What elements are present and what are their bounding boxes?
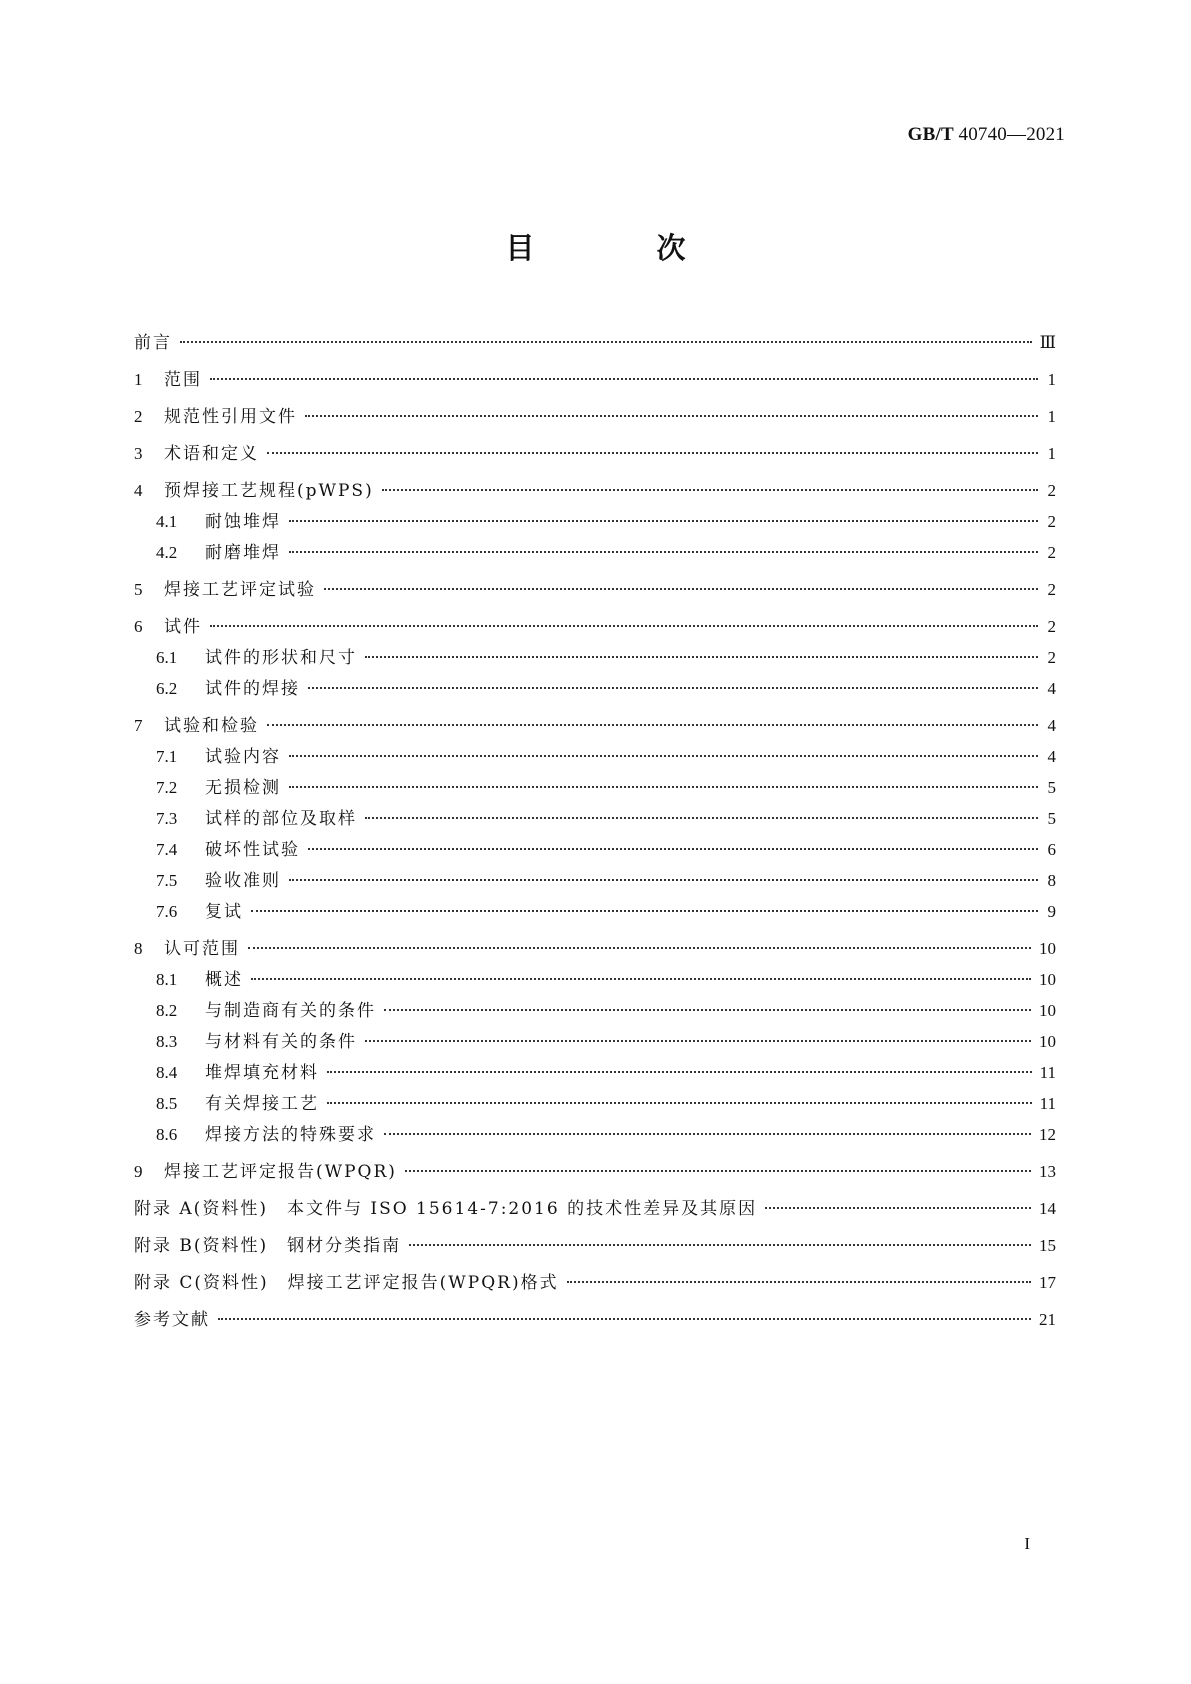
- toc-entry-label: 破坏性试验: [205, 840, 300, 860]
- toc-entry-page: 11: [1039, 1094, 1056, 1113]
- toc-dot-leader: [365, 656, 1038, 658]
- toc-dot-leader: [308, 687, 1038, 689]
- toc-dot-leader: [180, 341, 1032, 343]
- toc-entry-number: 8.5: [156, 1094, 178, 1113]
- standard-code: 40740—2021: [958, 124, 1065, 145]
- toc-entry-page: 10: [1039, 1001, 1056, 1020]
- toc-entry-label: 范围: [164, 370, 202, 390]
- toc-entry-page: 15: [1039, 1236, 1056, 1255]
- toc-entry-label: 耐蚀堆焊: [205, 512, 281, 532]
- toc-entry[interactable]: [134, 537, 1056, 568]
- toc-entry-number: 7.4: [156, 840, 178, 859]
- toc-entry-number: 7.3: [156, 809, 178, 828]
- toc-entry-number: 4.1: [156, 512, 178, 531]
- toc-entry-label: 前言: [134, 333, 172, 353]
- toc-dot-leader: [405, 1170, 1031, 1172]
- toc-entry-number: 6.1: [156, 648, 178, 667]
- toc-entry-label: 焊接工艺评定试验: [164, 580, 316, 600]
- toc-entry-page: 13: [1039, 1162, 1056, 1181]
- toc-entry-label: 认可范围: [164, 939, 240, 959]
- toc-entry-label: 试件的焊接: [205, 679, 300, 699]
- toc-entry-number: 8.3: [156, 1032, 178, 1051]
- toc-entry-label: 附录 A(资料性) 本文件与 ISO 15614-7:2016 的技术性差异及其原因: [134, 1199, 758, 1219]
- toc-entry-label: 与制造商有关的条件: [205, 1001, 376, 1021]
- toc-entry[interactable]: [134, 475, 1056, 506]
- toc-entry-number: 7.5: [156, 871, 178, 890]
- toc-entry-number: 8.2: [156, 1001, 178, 1020]
- toc-dot-leader: [267, 724, 1038, 726]
- toc-dot-leader: [267, 452, 1038, 454]
- toc-dot-leader: [765, 1207, 1031, 1209]
- toc-dot-leader: [218, 1318, 1031, 1320]
- toc-entry-label: 焊接工艺评定报告(WPQR): [164, 1162, 397, 1182]
- toc-dot-leader: [567, 1281, 1031, 1283]
- toc-entry-number: 8.1: [156, 970, 178, 989]
- table-of-contents: [134, 327, 1056, 1335]
- toc-entry-label: 预焊接工艺规程(pWPS): [164, 481, 374, 501]
- toc-entry-label: 无损检测: [205, 778, 281, 798]
- toc-entry[interactable]: [134, 1026, 1056, 1057]
- toc-entry-number: 2: [134, 407, 143, 426]
- toc-dot-leader: [384, 1009, 1031, 1011]
- toc-entry-page: 17: [1039, 1273, 1056, 1292]
- toc-entry-label: 试样的部位及取样: [205, 809, 357, 829]
- toc-entry[interactable]: [134, 364, 1056, 395]
- toc-entry[interactable]: [134, 933, 1056, 964]
- toc-entry-number: 6.2: [156, 679, 178, 698]
- toc-entry[interactable]: [134, 1156, 1056, 1187]
- toc-entry[interactable]: [134, 506, 1056, 537]
- toc-dot-leader: [289, 879, 1038, 881]
- toc-entry-page: 2: [1047, 481, 1056, 500]
- toc-dot-leader: [327, 1071, 1032, 1073]
- toc-dot-leader: [251, 978, 1031, 980]
- toc-entry-number: 7.6: [156, 902, 178, 921]
- toc-entry-number: 8.4: [156, 1063, 178, 1082]
- toc-entry[interactable]: [134, 1088, 1056, 1119]
- toc-dot-leader: [365, 1040, 1031, 1042]
- toc-entry-page: 11: [1039, 1063, 1056, 1082]
- toc-entry-number: 4.2: [156, 543, 178, 562]
- standard-number: [908, 124, 1065, 146]
- toc-entry[interactable]: [134, 772, 1056, 803]
- toc-dot-leader: [210, 378, 1038, 380]
- toc-entry-page: 1: [1047, 370, 1056, 389]
- toc-entry-label: 试验内容: [205, 747, 281, 767]
- toc-entry-number: 4: [134, 481, 143, 500]
- toc-entry-label: 概述: [205, 970, 243, 990]
- toc-entry[interactable]: [134, 327, 1056, 358]
- toc-entry-label: 附录 C(资料性) 焊接工艺评定报告(WPQR)格式: [134, 1273, 559, 1293]
- toc-entry[interactable]: [134, 1267, 1056, 1298]
- toc-entry[interactable]: [134, 803, 1056, 834]
- toc-entry-number: 7: [134, 716, 143, 735]
- toc-entry-label: 附录 B(资料性) 钢材分类指南: [134, 1236, 402, 1256]
- toc-dot-leader: [210, 625, 1038, 627]
- toc-entry-number: 6: [134, 617, 143, 636]
- toc-entry-label: 试件: [164, 617, 202, 637]
- toc-entry-number: 9: [134, 1162, 143, 1181]
- toc-entry-page: 4: [1047, 716, 1056, 735]
- toc-dot-leader: [289, 755, 1038, 757]
- toc-dot-leader: [382, 489, 1038, 491]
- toc-entry[interactable]: [134, 896, 1056, 927]
- toc-entry-page: 12: [1039, 1125, 1056, 1144]
- toc-entry[interactable]: [134, 611, 1056, 642]
- toc-dot-leader: [324, 588, 1038, 590]
- toc-dot-leader: [305, 415, 1038, 417]
- toc-entry[interactable]: [134, 1230, 1056, 1261]
- toc-entry-label: 规范性引用文件: [164, 407, 297, 427]
- toc-entry-number: 1: [134, 370, 143, 389]
- toc-entry-label: 复试: [205, 902, 243, 922]
- toc-entry[interactable]: [134, 995, 1056, 1026]
- toc-entry-page: Ⅲ: [1039, 333, 1056, 352]
- toc-entry-page: 14: [1039, 1199, 1056, 1218]
- toc-entry[interactable]: [134, 642, 1056, 673]
- toc-entry-label: 有关焊接工艺: [205, 1094, 319, 1114]
- toc-entry-page: 21: [1039, 1310, 1056, 1329]
- toc-entry-page: 1: [1047, 444, 1056, 463]
- toc-entry[interactable]: [134, 1193, 1056, 1224]
- toc-entry-label: 参考文献: [134, 1310, 210, 1330]
- toc-entry-label: 与材料有关的条件: [205, 1032, 357, 1052]
- toc-entry[interactable]: [134, 438, 1056, 469]
- toc-entry[interactable]: [134, 964, 1056, 995]
- toc-entry[interactable]: [134, 1304, 1056, 1335]
- toc-entry-page: 10: [1039, 1032, 1056, 1051]
- toc-entry-number: 3: [134, 444, 143, 463]
- toc-dot-leader: [248, 947, 1031, 949]
- toc-dot-leader: [251, 910, 1038, 912]
- toc-entry-page: 2: [1047, 580, 1056, 599]
- toc-dot-leader: [327, 1102, 1032, 1104]
- toc-entry-label: 试验和检验: [164, 716, 259, 736]
- toc-entry-label: 耐磨堆焊: [205, 543, 281, 563]
- toc-entry-number: 8.6: [156, 1125, 178, 1144]
- toc-entry-number: 5: [134, 580, 143, 599]
- toc-entry[interactable]: [134, 401, 1056, 432]
- toc-dot-leader: [409, 1244, 1031, 1246]
- toc-entry[interactable]: [134, 741, 1056, 772]
- toc-entry-page: 9: [1047, 902, 1056, 921]
- toc-entry[interactable]: [134, 710, 1056, 741]
- toc-entry[interactable]: [134, 865, 1056, 896]
- toc-dot-leader: [365, 817, 1038, 819]
- toc-entry-label: 术语和定义: [164, 444, 259, 464]
- toc-entry[interactable]: [134, 574, 1056, 605]
- toc-entry-label: 堆焊填充材料: [205, 1063, 319, 1083]
- toc-entry-number: 7.2: [156, 778, 178, 797]
- toc-entry-page: 4: [1047, 679, 1056, 698]
- toc-entry-page: 5: [1047, 809, 1056, 828]
- page-title: 目 次: [505, 231, 742, 265]
- standard-prefix: GB/T: [907, 124, 954, 145]
- toc-entry-page: 1: [1047, 407, 1056, 426]
- toc-entry-page: 10: [1039, 970, 1056, 989]
- toc-dot-leader: [289, 520, 1038, 522]
- toc-entry[interactable]: [134, 1119, 1056, 1150]
- toc-entry-page: 2: [1047, 617, 1056, 636]
- toc-entry-label: 验收准则: [205, 871, 281, 891]
- toc-dot-leader: [289, 786, 1038, 788]
- toc-dot-leader: [308, 848, 1038, 850]
- page-number: I: [1024, 1534, 1030, 1553]
- toc-entry-number: 8: [134, 939, 143, 958]
- toc-entry-page: 8: [1047, 871, 1056, 890]
- toc-entry[interactable]: [134, 673, 1056, 704]
- toc-dot-leader: [289, 551, 1038, 553]
- toc-entry-page: 5: [1047, 778, 1056, 797]
- toc-entry-page: 4: [1047, 747, 1056, 766]
- toc-entry-page: 6: [1047, 840, 1056, 859]
- toc-entry-label: 焊接方法的特殊要求: [205, 1125, 376, 1145]
- toc-entry-page: 2: [1047, 648, 1056, 667]
- toc-entry[interactable]: [134, 834, 1056, 865]
- toc-dot-leader: [384, 1133, 1031, 1135]
- toc-entry-page: 2: [1047, 512, 1056, 531]
- toc-entry-number: 7.1: [156, 747, 178, 766]
- toc-entry-page: 2: [1047, 543, 1056, 562]
- toc-entry-page: 10: [1039, 939, 1056, 958]
- toc-entry[interactable]: [134, 1057, 1056, 1088]
- toc-entry-label: 试件的形状和尺寸: [205, 648, 357, 668]
